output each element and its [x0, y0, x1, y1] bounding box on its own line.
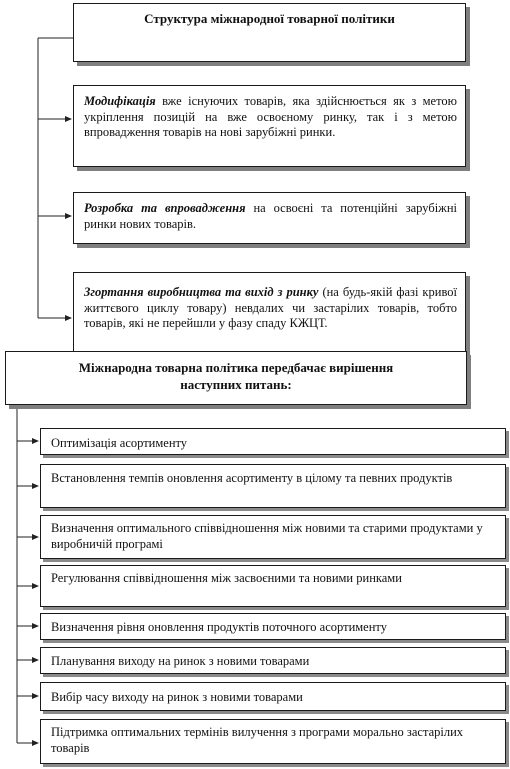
development-text	[74, 193, 465, 236]
issue-text: Підтримка оптимальних термінів вилучення з програми морально застарілих товарів	[51, 725, 464, 755]
issue-item	[40, 647, 506, 674]
withdrawal-box	[73, 272, 466, 356]
issue-text: Вибір часу виходу на ринок з новими товарами	[51, 690, 303, 704]
withdrawal-text	[74, 273, 465, 336]
issue-item	[40, 565, 506, 607]
issues-header-line2: наступних питань:	[180, 377, 292, 392]
development-rest: на освоєні та потенційні зарубіжні ринки нових товарів.	[84, 201, 457, 231]
withdrawal-emphasis: Згортання виробництва та вихід з ринку	[84, 285, 319, 299]
development-box	[73, 192, 466, 244]
issue-text: Регулювання співвідношення між засвоєними та новими ринками	[51, 571, 402, 585]
issue-item	[40, 613, 506, 640]
issue-text: Визначення рівня оновлення продуктів поточного асортименту	[51, 620, 387, 634]
issue-item	[40, 464, 506, 508]
issue-item	[40, 719, 506, 764]
modification-emphasis: Модифікація	[84, 94, 156, 108]
issue-item	[40, 682, 506, 711]
issue-item	[40, 428, 506, 455]
development-emphasis: Розробка та впровадження	[84, 201, 246, 215]
issue-text: Встановлення темпів оновлення асортименту в цілому та певних продуктів	[51, 471, 453, 485]
issue-text: Оптимізація асортименту	[51, 436, 188, 450]
modification-rest: вже існуючих товарів, яка здійснюється як з метою укріплення позицій на вже освоєному ринку, так і з метою впровадження товарів на нові зарубіжні ринки.	[84, 94, 457, 139]
issue-text: Визначення оптимального співвідношення між новими та старими продуктами у виробничій програмі	[51, 521, 483, 551]
modification-box	[73, 85, 466, 167]
structure-title-box	[73, 3, 466, 62]
issue-item	[40, 515, 506, 559]
issues-header-box	[5, 351, 467, 405]
withdrawal-rest: (на будь-якій фазі кривої життєвого циклу товару) невдалих чи застарілих товарів, тобто товарів, які не перейшли у фазу спаду КЖЦТ.	[84, 285, 457, 330]
issue-text: Планування виходу на ринок з новими товарами	[51, 654, 310, 668]
issues-header-line1: Міжнародна товарна політика передбачає вирішення	[78, 360, 394, 375]
structure-title: Структура міжнародної товарної політики	[144, 11, 395, 26]
modification-text	[74, 86, 465, 145]
